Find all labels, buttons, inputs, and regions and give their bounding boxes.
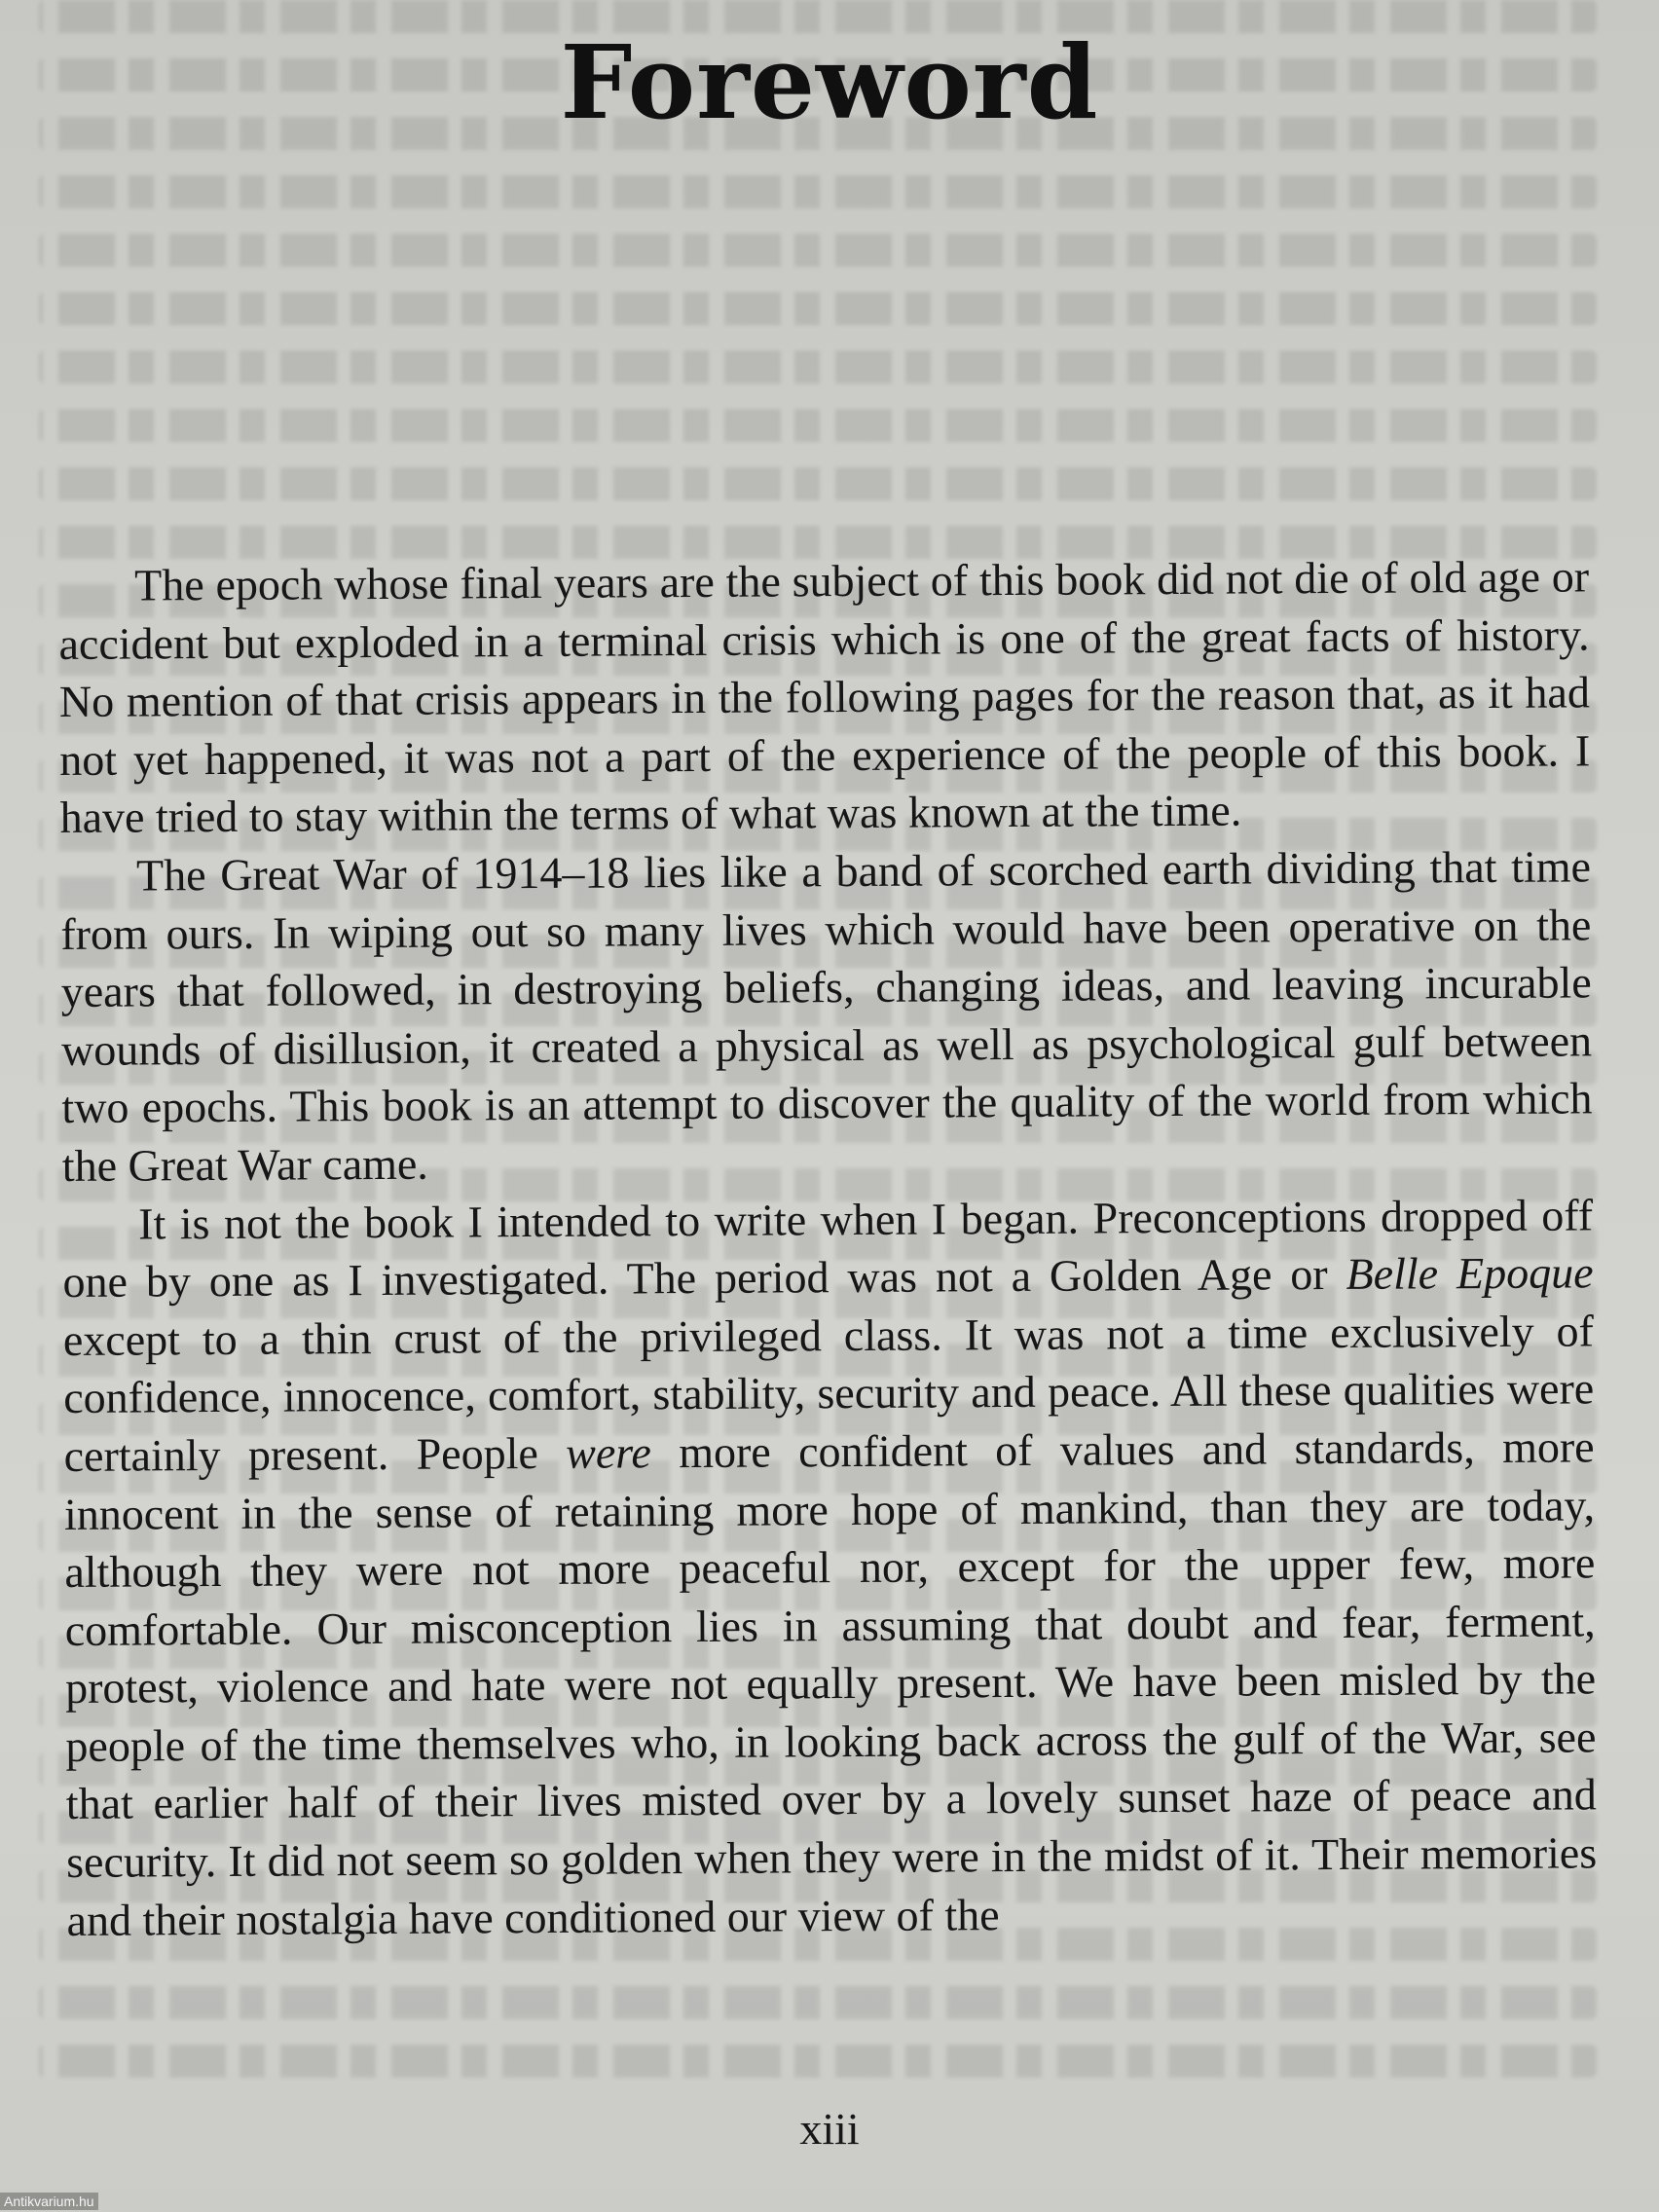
paragraph-2: The Great War of 1914–18 lies like a band of scorched earth dividing that time from ours. In wiping out so many lives which would have been operative on the years that followed, in destroying beliefs, changing ideas, and leaving incurable wounds of disillusion, it created a physical as well as psychological gulf between two epochs. This book is an attempt to discover the quality of the world from which the Great War came. [60, 841, 1593, 1191]
italic-belle-epoque: Belle Epoque [1346, 1247, 1594, 1300]
paragraph-3 [62, 1186, 1598, 1949]
paragraph-1: The epoch whose final years are the subject of this book did not die of old age or accident but exploded in a terminal crisis which is one of the great facts of history. No mention of that crisis appears in the following pages for the reason that, as it had not yet happened, it was not a part of the experience of the people of this book. I have tried to stay within the terms of what was known at the time. [58, 551, 1591, 843]
paragraph-3-text-b: except to a thin crust of the privileged class. It was not a time exclusively of confidence, innocence, comfort, stability, security and peace. All these qualities were certainly present. People [62, 1306, 1595, 1481]
foreword-body [58, 547, 1598, 1949]
italic-were: were [566, 1427, 652, 1478]
chapter-heading: Foreword [560, 22, 1099, 142]
watermark-label: Antikvarium.hu [0, 2193, 98, 2210]
page-number: xiii [799, 2104, 860, 2154]
paragraph-3-text-c: more confident of values and standards, more innocent in the sense of retaining more hope of mankind, than they are today, although they were not more peaceful nor, except for the upper few, more comfortable. Our misconception lies in assuming that doubt and fear, ferment, protest, violence and hate were not equally present. We have been misled by the people of the time themselves who, in looking back across the gulf of the War, see that earlier half of their lives misted over by a lovely sunset haze of peace and security. It did not seem so golden when they were in the midst of it. Their memories and their nostalgia have conditioned our view of the [63, 1421, 1598, 1945]
paragraph-3-text-a: It is not the book I intended to write when I began. Preconceptions dropped off one by one as I investigated. The period was not a Golden Age or [62, 1189, 1594, 1308]
